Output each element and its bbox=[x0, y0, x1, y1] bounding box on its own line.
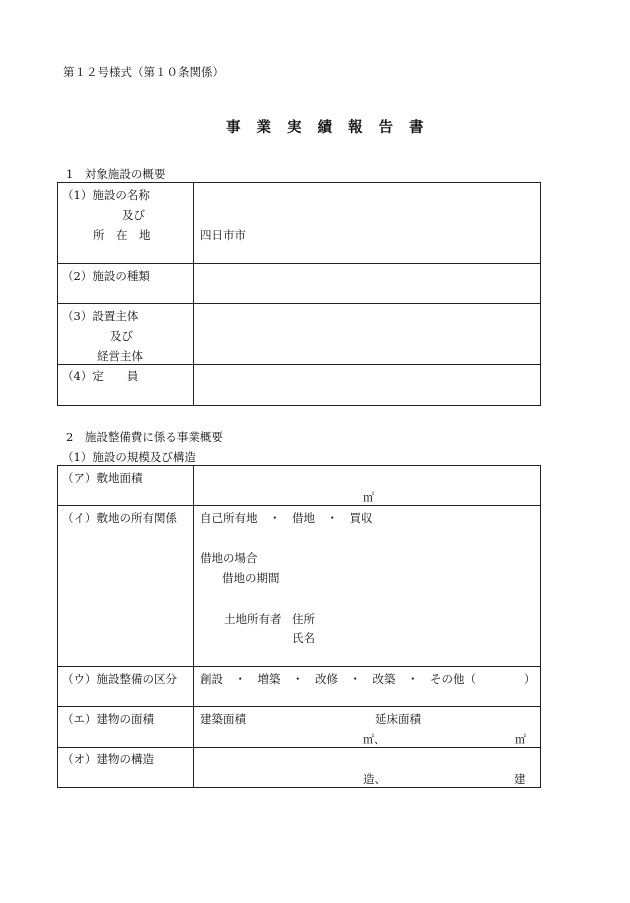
operator-label: 経営主体 bbox=[97, 349, 143, 363]
facility-name-label: （1）施設の名称 bbox=[62, 188, 150, 202]
section1-heading: 1 対象施設の概要 bbox=[66, 167, 166, 181]
row-divider bbox=[57, 364, 541, 365]
establisher-label: （3）設置主体 bbox=[62, 309, 139, 323]
lease-case-label: 借地の場合 bbox=[200, 551, 258, 565]
title-char: 告 bbox=[378, 119, 393, 136]
floor-area-field-label: 延床面積 bbox=[375, 712, 421, 726]
document-title bbox=[226, 116, 424, 137]
row-divider bbox=[57, 666, 541, 667]
row-divider bbox=[57, 263, 541, 264]
landowner-label: 土地所有者 bbox=[224, 612, 282, 626]
building-area-label: （エ）建物の面積 bbox=[62, 712, 154, 726]
facility-type-label: （2）施設の種類 bbox=[62, 269, 150, 283]
site-area-unit: ㎡ bbox=[363, 491, 374, 504]
row-divider bbox=[57, 747, 541, 748]
structure-suffix: 造、 bbox=[363, 772, 386, 786]
section2-heading: 2 施設整備費に係る事業概要 bbox=[66, 430, 223, 444]
title-char: 績 bbox=[317, 119, 332, 136]
capacity-label: （4）定 員 bbox=[62, 369, 139, 383]
building-area-unit: ㎡、 bbox=[363, 733, 385, 746]
floors-suffix: 建 bbox=[514, 772, 526, 786]
table-divider bbox=[193, 182, 194, 406]
section2-subheading: （1）施設の規模及び構造 bbox=[62, 450, 196, 464]
facility-location-value: 四日市市 bbox=[200, 228, 246, 242]
division-close-paren: ） bbox=[524, 672, 536, 686]
land-ownership-options: 自己所有地 ・ 借地 ・ 買収 bbox=[200, 511, 373, 525]
title-char: 実 bbox=[287, 119, 302, 136]
row-divider bbox=[57, 706, 541, 707]
landowner-address-label: 住所 bbox=[292, 612, 315, 626]
building-structure-label: （オ）建物の構造 bbox=[62, 752, 154, 766]
row-divider bbox=[57, 505, 541, 506]
construction-division-label: （ウ）施設整備の区分 bbox=[62, 672, 177, 686]
facility-name-label-and: 及び bbox=[122, 208, 145, 222]
land-ownership-label: （イ）敷地の所有関係 bbox=[62, 511, 177, 525]
landowner-name-label: 氏名 bbox=[292, 631, 315, 645]
location-label: 所 在 地 bbox=[93, 228, 151, 242]
title-char: 報 bbox=[348, 119, 363, 136]
title-char: 事 bbox=[226, 119, 241, 136]
title-char: 業 bbox=[256, 119, 271, 136]
site-area-label: （ア）敷地面積 bbox=[62, 471, 143, 485]
establisher-label-and: 及び bbox=[110, 329, 133, 343]
floor-area-unit: ㎡ bbox=[515, 733, 526, 746]
building-area-field-label: 建築面積 bbox=[200, 712, 246, 726]
row-divider bbox=[57, 303, 541, 304]
table-divider bbox=[193, 465, 194, 788]
form-number: 第１２号様式（第１０条関係） bbox=[63, 65, 224, 79]
lease-period-label: 借地の期間 bbox=[222, 571, 280, 585]
construction-division-options: 創設 ・ 増築 ・ 改修 ・ 改築 ・ その他（ bbox=[200, 672, 476, 686]
title-char: 書 bbox=[409, 119, 424, 136]
